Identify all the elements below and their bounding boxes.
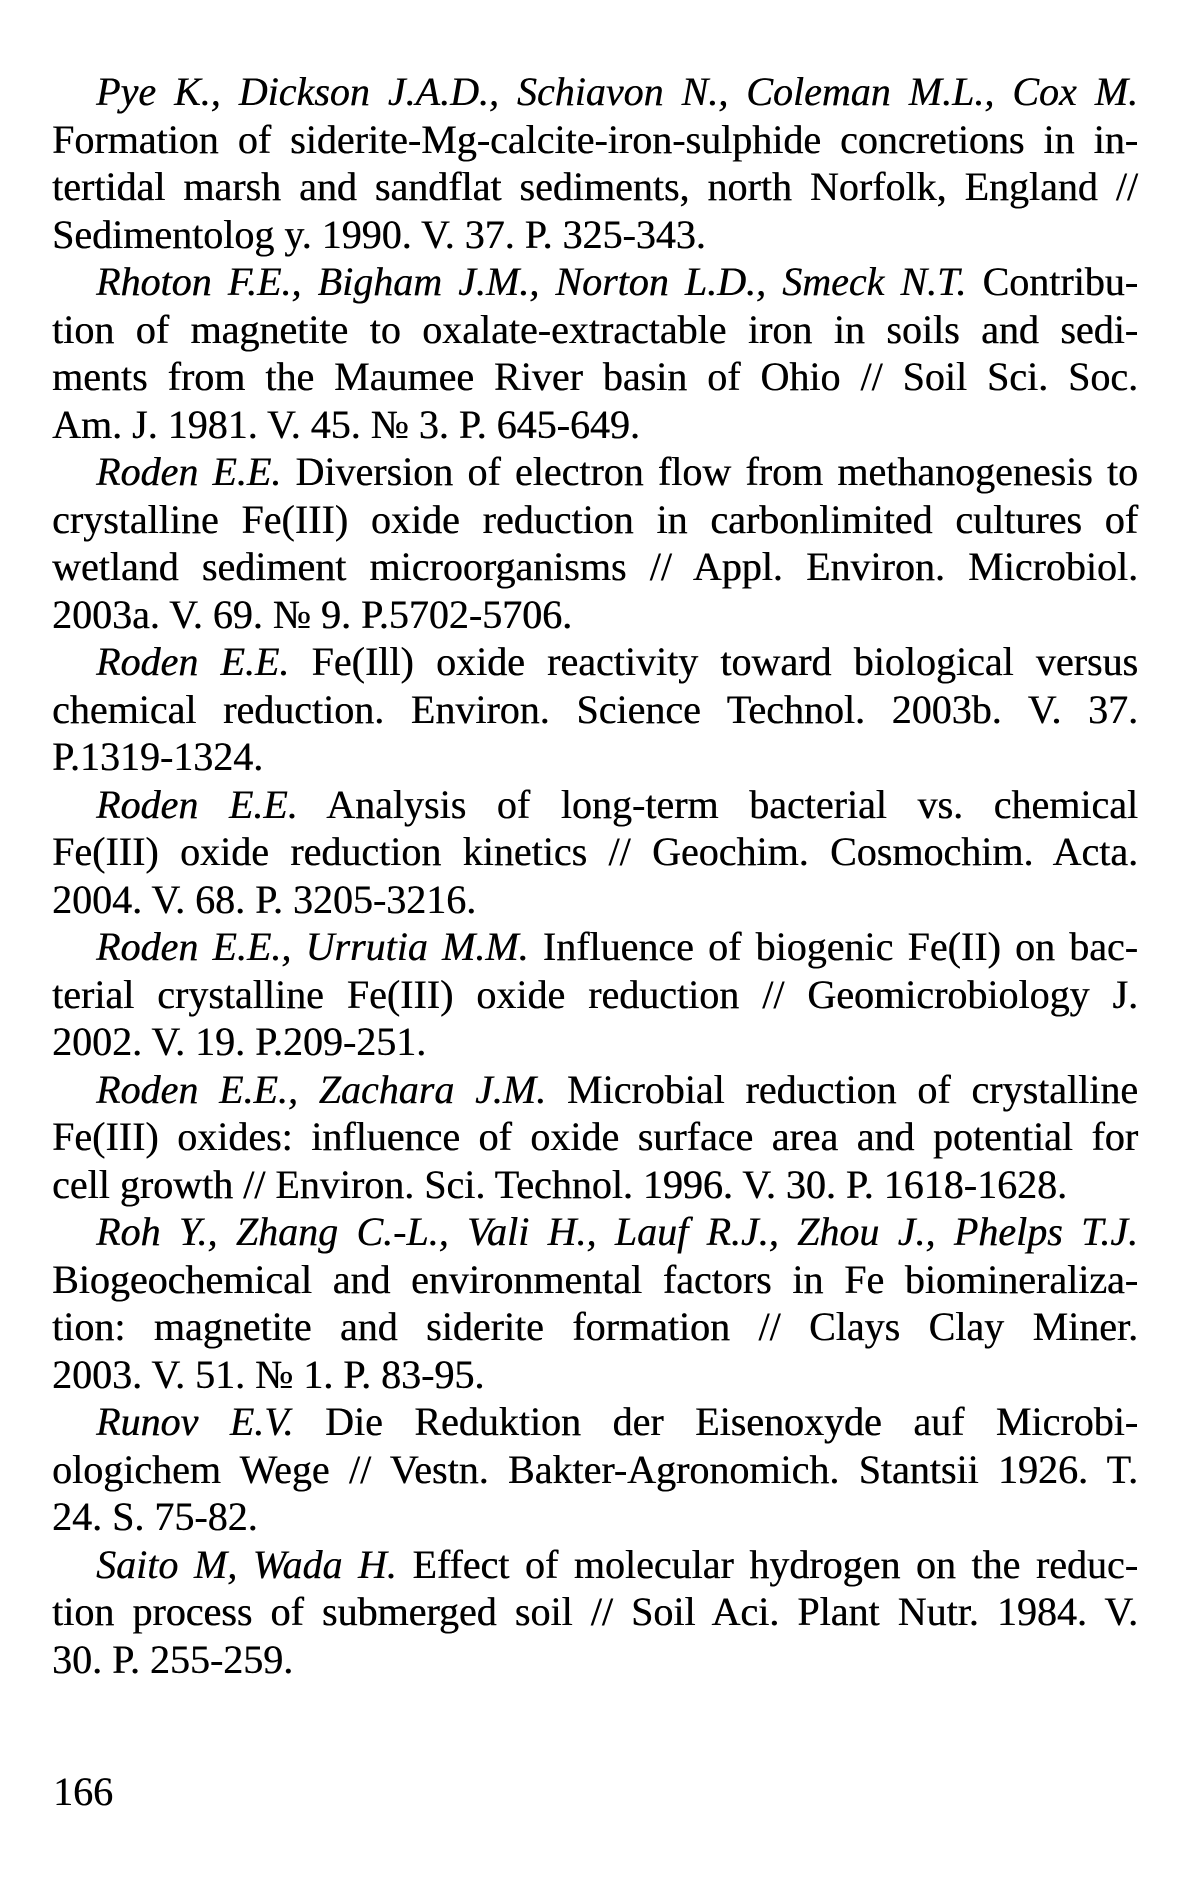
reference-text: Formation of siderite-Mg-calcite-iron-sulphide concretions in in- <box>52 116 1138 162</box>
reference-entry <box>52 1208 1138 1398</box>
reference-line <box>52 1351 1138 1399</box>
reference-entry <box>52 68 1138 258</box>
reference-line <box>52 733 1138 781</box>
reference-authors: Saito M, Wada H. <box>96 1541 397 1587</box>
reference-line <box>52 258 1138 306</box>
reference-text: Influence of biogenic Fe(II) on bac- <box>528 924 1138 969</box>
reference-line <box>52 828 1138 876</box>
reference-text: 2003a. V. 69. № 9. P.5702-5706. <box>52 591 573 637</box>
reference-authors: Roh Y., Zhang C.-L., Vali H., Lauf R.J., Zhou J., Phelps T.J. <box>96 1209 1138 1254</box>
reference-text: Microbial reduction of crystalline <box>546 1066 1138 1112</box>
reference-line <box>52 1493 1138 1541</box>
reference-line <box>52 448 1138 496</box>
reference-authors: Rhoton F.E., Bigham J.M., Norton L.D., Smeck N.T. <box>96 259 967 304</box>
reference-entry <box>52 258 1138 448</box>
reference-line <box>52 1541 1138 1589</box>
reference-line <box>52 1066 1138 1114</box>
reference-text: crystalline Fe(III) oxide reduction in carbonlimited cultures of <box>52 496 1138 542</box>
reference-text: Diversion of electron flow from methanogenesis to <box>281 449 1138 494</box>
reference-line <box>52 353 1138 401</box>
reference-text: Fe(III) oxide reduction kinetics // Geochim. Cosmochim. Acta. <box>52 829 1138 874</box>
reference-line <box>52 1113 1138 1161</box>
reference-text: Fe(Ill) oxide reactivity toward biological versus <box>289 639 1138 684</box>
reference-text: cell growth // Environ. Sci. Technol. 1996. V. 30. P. 1618-1628. <box>52 1161 1067 1207</box>
page-number: 166 <box>53 1769 113 1814</box>
reference-entry <box>52 1066 1138 1209</box>
reference-line <box>52 68 1138 116</box>
reference-text: 30. P. 255-259. <box>52 1636 294 1682</box>
reference-line <box>52 781 1138 829</box>
reference-text: 2003. V. 51. № 1. P. 83-95. <box>52 1351 485 1397</box>
reference-text: Die Reduktion der Eisenoxyde auf Microbi- <box>293 1399 1138 1444</box>
reference-text: 24. S. 75-82. <box>52 1494 258 1539</box>
reference-line <box>52 686 1138 734</box>
reference-authors: Roden E.E. <box>96 639 290 684</box>
reference-text: tion of magnetite to oxalate-extractable iron in soils and sedi- <box>52 306 1138 352</box>
reference-text: wetland sediment microorganisms // Appl. Environ. Microbiol. <box>52 544 1138 589</box>
reference-line <box>52 306 1138 354</box>
reference-line <box>52 116 1138 164</box>
reference-line <box>52 1161 1138 1209</box>
reference-line <box>52 543 1138 591</box>
reference-entry <box>52 781 1138 924</box>
reference-line <box>52 638 1138 686</box>
reference-line <box>52 923 1138 971</box>
reference-line <box>52 496 1138 544</box>
reference-text: Effect of molecular hydrogen on the reduc- <box>396 1541 1138 1587</box>
reference-entry <box>52 1398 1138 1541</box>
reference-line <box>52 1446 1138 1494</box>
reference-text: 2002. V. 19. P.209-251. <box>52 1019 427 1064</box>
reference-authors: Roden E.E., Urrutia M.M. <box>96 924 529 969</box>
reference-line <box>52 1208 1138 1256</box>
reference-text: Am. J. 1981. V. 45. № 3. P. 645-649. <box>52 401 640 447</box>
reference-text: Sedimentolog y. 1990. V. 37. P. 325-343. <box>52 211 706 257</box>
reference-line <box>52 1588 1138 1636</box>
reference-authors: Runov E.V. <box>96 1399 294 1444</box>
reference-line <box>52 211 1138 259</box>
reference-line <box>52 1256 1138 1304</box>
reference-line <box>52 163 1138 211</box>
references-list <box>52 68 1138 1683</box>
reference-text: tion: magnetite and siderite formation // Clays Clay Miner. <box>52 1304 1138 1349</box>
reference-text: Contribu- <box>966 259 1138 304</box>
reference-line <box>52 1636 1138 1684</box>
reference-line <box>52 591 1138 639</box>
reference-line <box>52 1018 1138 1066</box>
reference-text: Analysis of long-term bacterial vs. chemical <box>297 781 1138 827</box>
reference-text: tion process of submerged soil // Soil Aci. Plant Nutr. 1984. V. <box>52 1589 1138 1634</box>
reference-authors: Roden E.E., Zachara J.M. <box>96 1066 547 1112</box>
reference-line <box>52 876 1138 924</box>
reference-authors: Pye K., Dickson J.A.D., Schiavon N., Coleman M.L., Cox M. <box>96 69 1138 114</box>
reference-text: ologichem Wege // Vestn. Bakter-Agronomich. Stantsii 1926. T. <box>52 1446 1138 1492</box>
reference-entry <box>52 638 1138 781</box>
reference-authors: Roden E.E. <box>96 781 298 827</box>
reference-line <box>52 401 1138 449</box>
reference-text: Biogeochemical and environmental factors in Fe biomineraliza- <box>52 1256 1138 1302</box>
reference-text: ments from the Maumee River basin of Ohio // Soil Sci. Soc. <box>52 354 1138 399</box>
reference-text: terial crystalline Fe(III) oxide reduction // Geomicrobiology J. <box>52 971 1138 1017</box>
reference-text: 2004. V. 68. P. 3205-3216. <box>52 876 477 922</box>
reference-text: chemical reduction. Environ. Science Technol. 2003b. V. 37. <box>52 686 1138 732</box>
reference-text: P.1319-1324. <box>52 734 264 779</box>
reference-authors: Roden E.E. <box>96 449 282 494</box>
reference-line <box>52 1303 1138 1351</box>
reference-entry <box>52 1541 1138 1684</box>
reference-text: Fe(III) oxides: influence of oxide surface area and potential for <box>52 1114 1138 1159</box>
reference-line <box>52 971 1138 1019</box>
reference-entry <box>52 923 1138 1066</box>
reference-line <box>52 1398 1138 1446</box>
reference-text: tertidal marsh and sandflat sediments, north Norfolk, England // <box>52 164 1138 209</box>
reference-entry <box>52 448 1138 638</box>
